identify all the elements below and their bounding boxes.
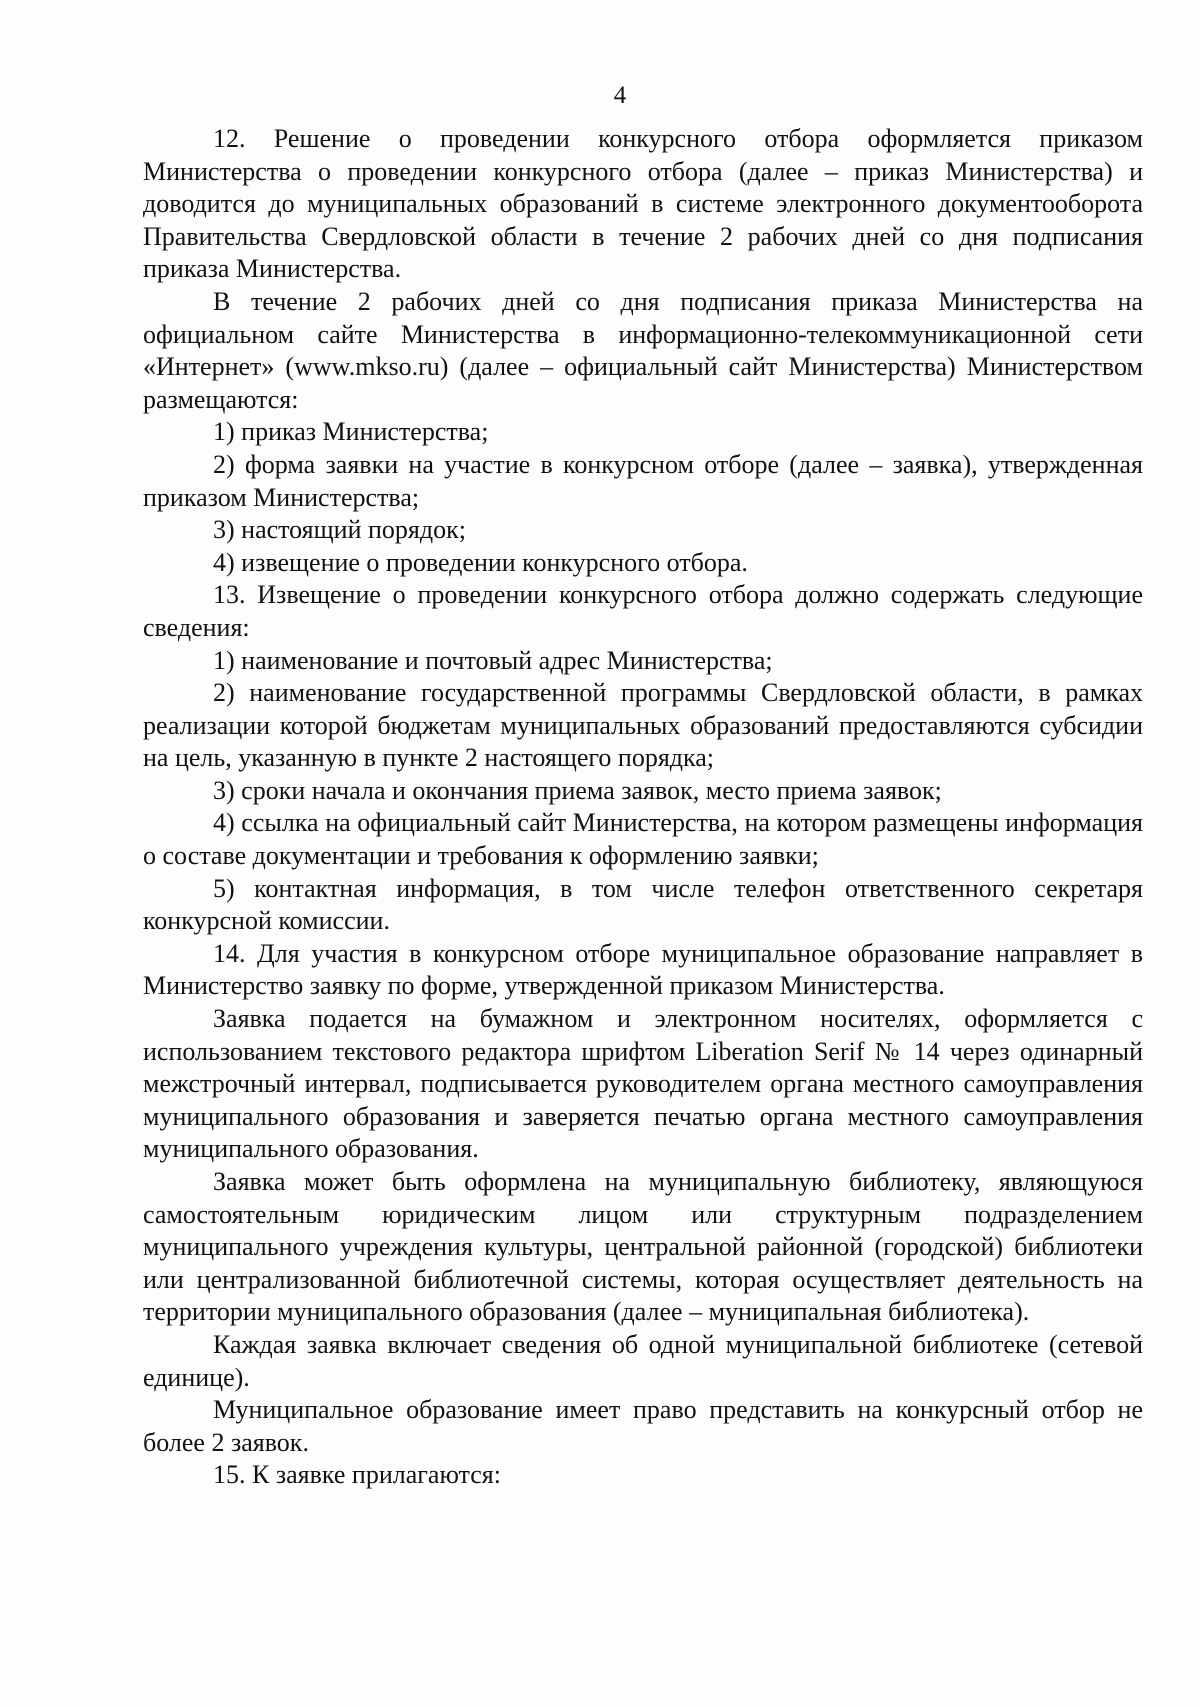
paragraph-13: 13. Извещение о проведении конкурсного отбора должно содержать следующие сведения: <box>143 580 1143 642</box>
paragraph-14: 14. Для участия в конкурсном отборе муниципальное образование направляет в Министерство заявку по форме, утвержденной приказом Министерства. <box>143 938 1143 1001</box>
paragraph-15: 15. К заявке прилагаются: <box>213 1460 501 1490</box>
list-item: 3) настоящий порядок; <box>213 515 466 545</box>
list-item: 1) наименование и почтовый адрес Министерства; <box>213 645 773 675</box>
document-body <box>143 123 1143 1492</box>
list-item: 5) контактная информация, в том числе телефон ответственного секретаря конкурсной комиссии. <box>143 873 1143 936</box>
paragraph-application-format: Заявка подается на бумажном и электронном носителях, оформляется с использованием текстового редактора шрифтом Liberation Serif № 14 через одинарный межстрочный интервал, подписывается руководителем органа местного самоуправления муниципального образования и заверяется печатью органа местного самоуправления муниципального образования. <box>143 1004 1143 1164</box>
page-number: 4 <box>613 82 627 109</box>
list-item: 4) извещение о проведении конкурсного отбора. <box>213 547 748 577</box>
paragraph-application-library: Заявка может быть оформлена на муниципальную библиотеку, являющуюся самостоятельным юридическим лицом или структурным подразделением муниципального учреждения культуры, центральной районной (городской) библиотеки или централизованной библиотечной системы, которая осуществляет деятельность на территории муниципального образования (далее – муниципальная библиотека). <box>143 1167 1143 1327</box>
list-item: 3) сроки начала и окончания приема заявок, место приема заявок; <box>213 775 942 805</box>
paragraph-publication: В течение 2 рабочих дней со дня подписания приказа Министерства на официальном сайте Министерства в информационно-телекоммуникационной сети «Интернет» (www.mkso.ru) (далее – официальный сайт Министерства) Министерством размещаются: <box>143 286 1143 414</box>
list-item: 1) приказ Министерства; <box>213 417 489 447</box>
list-item: 4) ссылка на официальный сайт Министерства, на котором размещены информация о составе документации и требования к оформлению заявки; <box>143 808 1143 871</box>
paragraph-12: 12. Решение о проведении конкурсного отбора оформляется приказом Министерства о проведении конкурсного отбора (далее – приказ Министерства) и доводится до муниципальных образований в системе электронного документооборота Правительства Свердловской области в течение 2 рабочих дней со дня подписания приказа Министерства. <box>143 124 1143 284</box>
list-item: 2) форма заявки на участие в конкурсном отборе (далее – заявка), утвержденная приказом Министерства; <box>143 449 1143 512</box>
paragraph-application-limit: Муниципальное образование имеет право представить на конкурсный отбор не более 2 заявок. <box>143 1395 1143 1457</box>
paragraph-application-content: Каждая заявка включает сведения об одной муниципальной библиотеке (сетевой единице). <box>143 1329 1143 1392</box>
list-item: 2) наименование государственной программы Свердловской области, в рамках реализации которой бюджетам муниципальных образований предоставляются субсидии на цель, указанную в пункте 2 настоящего порядка; <box>143 678 1143 773</box>
